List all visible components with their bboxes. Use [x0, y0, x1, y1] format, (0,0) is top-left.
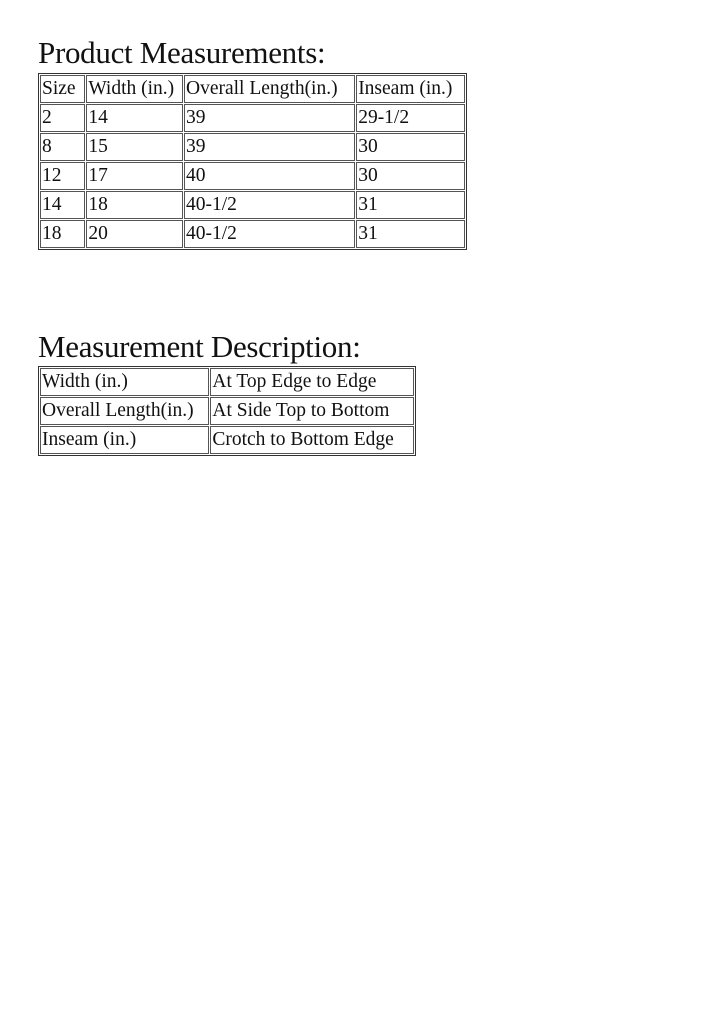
- table-row: [40, 133, 465, 161]
- cell-width: 20: [86, 220, 183, 248]
- table-header-row: [40, 75, 465, 103]
- cell-overall-length: 40-1/2: [184, 191, 355, 219]
- header-size: Size: [40, 75, 85, 103]
- table-row: [40, 191, 465, 219]
- header-overall-length: Overall Length(in.): [184, 75, 355, 103]
- cell-width: 14: [86, 104, 183, 132]
- cell-overall-length: 40-1/2: [184, 220, 355, 248]
- cell-overall-length: 40: [184, 162, 355, 190]
- cell-measurement-description: Crotch to Bottom Edge: [210, 426, 414, 454]
- header-width: Width (in.): [86, 75, 183, 103]
- cell-inseam: 29-1/2: [356, 104, 465, 132]
- table-row: [40, 397, 414, 425]
- measurement-description-title: Measurement Description:: [38, 329, 361, 364]
- cell-measurement-name: Width (in.): [40, 368, 209, 396]
- cell-measurement-name: Inseam (in.): [40, 426, 209, 454]
- cell-width: 15: [86, 133, 183, 161]
- cell-inseam: 30: [356, 162, 465, 190]
- cell-size: 14: [40, 191, 85, 219]
- measurement-description-table: [38, 366, 416, 456]
- cell-size: 12: [40, 162, 85, 190]
- cell-measurement-name: Overall Length(in.): [40, 397, 209, 425]
- table-row: [40, 368, 414, 396]
- cell-overall-length: 39: [184, 104, 355, 132]
- table-row: [40, 162, 465, 190]
- table-row: [40, 426, 414, 454]
- cell-inseam: 30: [356, 133, 465, 161]
- cell-overall-length: 39: [184, 133, 355, 161]
- cell-measurement-description: At Side Top to Bottom: [210, 397, 414, 425]
- cell-inseam: 31: [356, 191, 465, 219]
- cell-width: 18: [86, 191, 183, 219]
- product-measurements-table: [38, 73, 467, 250]
- cell-size: 2: [40, 104, 85, 132]
- table-row: [40, 220, 465, 248]
- cell-size: 18: [40, 220, 85, 248]
- cell-size: 8: [40, 133, 85, 161]
- cell-inseam: 31: [356, 220, 465, 248]
- product-measurements-title: Product Measurements:: [38, 35, 326, 70]
- cell-measurement-description: At Top Edge to Edge: [210, 368, 414, 396]
- table-row: [40, 104, 465, 132]
- header-inseam: Inseam (in.): [356, 75, 465, 103]
- cell-width: 17: [86, 162, 183, 190]
